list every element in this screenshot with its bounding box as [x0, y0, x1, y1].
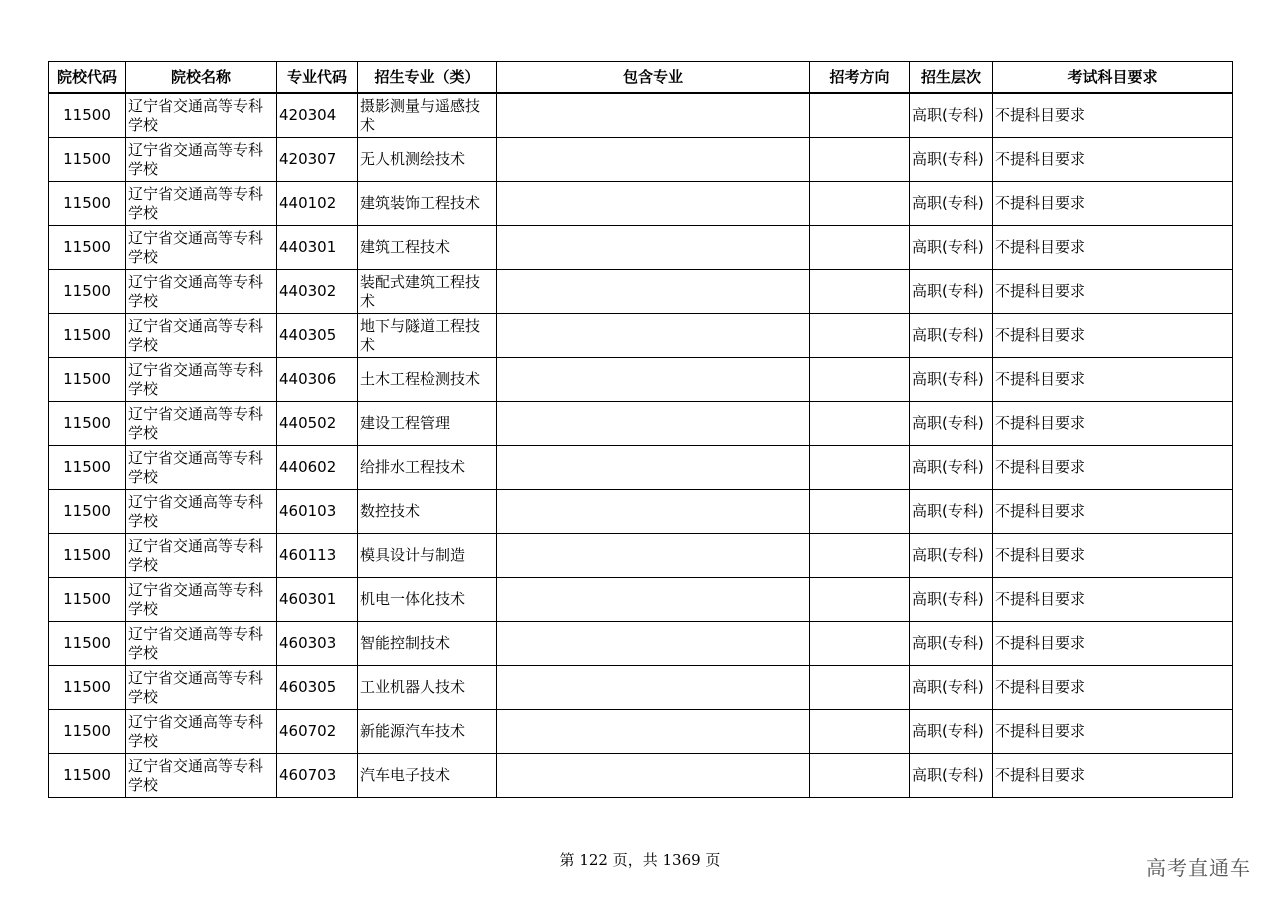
- cell-school-name: 辽宁省交通高等专科学校: [126, 622, 277, 666]
- cell-major: 汽车电子技术: [358, 754, 497, 798]
- cell-major: 土木工程检测技术: [358, 358, 497, 402]
- cell-school-code: 11500: [49, 710, 126, 754]
- table-row: [49, 710, 1233, 754]
- cell-school-name: 辽宁省交通高等专科学校: [126, 182, 277, 226]
- cell-direction: [810, 622, 910, 666]
- cell-major: 摄影测量与遥感技术: [358, 93, 497, 138]
- cell-school-code: 11500: [49, 270, 126, 314]
- cell-school-name: 辽宁省交通高等专科学校: [126, 446, 277, 490]
- cell-school-name: 辽宁省交通高等专科学校: [126, 270, 277, 314]
- cell-direction: [810, 226, 910, 270]
- cell-level: 高职(专科): [910, 578, 993, 622]
- cell-included-majors: [497, 402, 810, 446]
- header-major: 招生专业（类）: [358, 62, 497, 94]
- cell-major: 装配式建筑工程技术: [358, 270, 497, 314]
- cell-major-code: 460702: [277, 710, 358, 754]
- header-major-code: 专业代码: [277, 62, 358, 94]
- cell-requirement: 不提科目要求: [993, 314, 1233, 358]
- cell-school-code: 11500: [49, 622, 126, 666]
- header-direction: 招考方向: [810, 62, 910, 94]
- table-row: [49, 270, 1233, 314]
- table-row: [49, 534, 1233, 578]
- cell-requirement: 不提科目要求: [993, 710, 1233, 754]
- table-row: [49, 622, 1233, 666]
- cell-requirement: 不提科目要求: [993, 666, 1233, 710]
- table-row: [49, 402, 1233, 446]
- cell-school-code: 11500: [49, 578, 126, 622]
- cell-included-majors: [497, 138, 810, 182]
- cell-major-code: 460301: [277, 578, 358, 622]
- cell-included-majors: [497, 314, 810, 358]
- cell-included-majors: [497, 270, 810, 314]
- cell-direction: [810, 270, 910, 314]
- cell-school-name: 辽宁省交通高等专科学校: [126, 578, 277, 622]
- cell-level: 高职(专科): [910, 358, 993, 402]
- cell-direction: [810, 666, 910, 710]
- cell-level: 高职(专科): [910, 534, 993, 578]
- cell-school-code: 11500: [49, 93, 126, 138]
- cell-major: 建设工程管理: [358, 402, 497, 446]
- cell-direction: [810, 754, 910, 798]
- table-row: [49, 754, 1233, 798]
- cell-direction: [810, 490, 910, 534]
- cell-school-code: 11500: [49, 666, 126, 710]
- cell-included-majors: [497, 93, 810, 138]
- table-row: [49, 666, 1233, 710]
- cell-level: 高职(专科): [910, 490, 993, 534]
- cell-major-code: 420304: [277, 93, 358, 138]
- cell-direction: [810, 578, 910, 622]
- table-row: [49, 226, 1233, 270]
- cell-included-majors: [497, 446, 810, 490]
- table-row: [49, 314, 1233, 358]
- cell-included-majors: [497, 182, 810, 226]
- table-row: [49, 578, 1233, 622]
- watermark-text: 高考直通车: [1146, 856, 1251, 880]
- cell-school-name: 辽宁省交通高等专科学校: [126, 402, 277, 446]
- cell-requirement: 不提科目要求: [993, 138, 1233, 182]
- cell-major-code: 440301: [277, 226, 358, 270]
- cell-school-name: 辽宁省交通高等专科学校: [126, 534, 277, 578]
- cell-major-code: 440306: [277, 358, 358, 402]
- cell-major-code: 420307: [277, 138, 358, 182]
- cell-school-code: 11500: [49, 314, 126, 358]
- cell-school-code: 11500: [49, 138, 126, 182]
- cell-included-majors: [497, 710, 810, 754]
- cell-major: 建筑装饰工程技术: [358, 182, 497, 226]
- cell-school-name: 辽宁省交通高等专科学校: [126, 226, 277, 270]
- cell-direction: [810, 534, 910, 578]
- cell-major: 给排水工程技术: [358, 446, 497, 490]
- cell-major-code: 440102: [277, 182, 358, 226]
- cell-level: 高职(专科): [910, 666, 993, 710]
- header-school-code: 院校代码: [49, 62, 126, 94]
- cell-major-code: 440305: [277, 314, 358, 358]
- cell-included-majors: [497, 358, 810, 402]
- cell-level: 高职(专科): [910, 226, 993, 270]
- cell-requirement: 不提科目要求: [993, 226, 1233, 270]
- cell-school-code: 11500: [49, 358, 126, 402]
- cell-school-code: 11500: [49, 754, 126, 798]
- cell-level: 高职(专科): [910, 93, 993, 138]
- cell-major: 模具设计与制造: [358, 534, 497, 578]
- cell-included-majors: [497, 754, 810, 798]
- cell-included-majors: [497, 226, 810, 270]
- cell-level: 高职(专科): [910, 710, 993, 754]
- cell-school-code: 11500: [49, 182, 126, 226]
- cell-level: 高职(专科): [910, 402, 993, 446]
- cell-included-majors: [497, 666, 810, 710]
- cell-requirement: 不提科目要求: [993, 490, 1233, 534]
- cell-school-name: 辽宁省交通高等专科学校: [126, 93, 277, 138]
- cell-direction: [810, 446, 910, 490]
- cell-requirement: 不提科目要求: [993, 534, 1233, 578]
- cell-major-code: 460303: [277, 622, 358, 666]
- cell-included-majors: [497, 622, 810, 666]
- header-level: 招生层次: [910, 62, 993, 94]
- cell-included-majors: [497, 490, 810, 534]
- cell-school-name: 辽宁省交通高等专科学校: [126, 490, 277, 534]
- cell-school-name: 辽宁省交通高等专科学校: [126, 138, 277, 182]
- cell-requirement: 不提科目要求: [993, 446, 1233, 490]
- cell-major-code: 460305: [277, 666, 358, 710]
- cell-requirement: 不提科目要求: [993, 754, 1233, 798]
- cell-level: 高职(专科): [910, 138, 993, 182]
- cell-level: 高职(专科): [910, 754, 993, 798]
- cell-requirement: 不提科目要求: [993, 358, 1233, 402]
- cell-level: 高职(专科): [910, 446, 993, 490]
- table-row: [49, 93, 1233, 138]
- cell-school-name: 辽宁省交通高等专科学校: [126, 666, 277, 710]
- cell-level: 高职(专科): [910, 622, 993, 666]
- cell-requirement: 不提科目要求: [993, 270, 1233, 314]
- cell-direction: [810, 358, 910, 402]
- cell-direction: [810, 402, 910, 446]
- cell-level: 高职(专科): [910, 270, 993, 314]
- cell-level: 高职(专科): [910, 314, 993, 358]
- header-school-name: 院校名称: [126, 62, 277, 94]
- table-header-row: [49, 62, 1233, 94]
- cell-school-name: 辽宁省交通高等专科学校: [126, 754, 277, 798]
- cell-requirement: 不提科目要求: [993, 182, 1233, 226]
- cell-major: 数控技术: [358, 490, 497, 534]
- cell-major-code: 460103: [277, 490, 358, 534]
- cell-school-code: 11500: [49, 402, 126, 446]
- cell-direction: [810, 138, 910, 182]
- header-requirement: 考试科目要求: [993, 62, 1233, 94]
- table-row: [49, 182, 1233, 226]
- page-number: 第 122 页，共 1369 页: [559, 851, 721, 869]
- cell-major: 智能控制技术: [358, 622, 497, 666]
- cell-major: 建筑工程技术: [358, 226, 497, 270]
- table-row: [49, 446, 1233, 490]
- cell-requirement: 不提科目要求: [993, 402, 1233, 446]
- cell-major-code: 440302: [277, 270, 358, 314]
- cell-school-code: 11500: [49, 226, 126, 270]
- cell-level: 高职(专科): [910, 182, 993, 226]
- cell-school-code: 11500: [49, 446, 126, 490]
- cell-included-majors: [497, 578, 810, 622]
- cell-major: 机电一体化技术: [358, 578, 497, 622]
- cell-major-code: 460703: [277, 754, 358, 798]
- cell-major-code: 440602: [277, 446, 358, 490]
- cell-major: 地下与隧道工程技术: [358, 314, 497, 358]
- table-row: [49, 358, 1233, 402]
- cell-direction: [810, 314, 910, 358]
- cell-major-code: 440502: [277, 402, 358, 446]
- admission-table: [48, 61, 1233, 798]
- table-row: [49, 138, 1233, 182]
- cell-major-code: 460113: [277, 534, 358, 578]
- cell-included-majors: [497, 534, 810, 578]
- cell-school-name: 辽宁省交通高等专科学校: [126, 358, 277, 402]
- cell-direction: [810, 93, 910, 138]
- cell-requirement: 不提科目要求: [993, 622, 1233, 666]
- cell-school-code: 11500: [49, 490, 126, 534]
- table-row: [49, 490, 1233, 534]
- cell-major: 工业机器人技术: [358, 666, 497, 710]
- cell-requirement: 不提科目要求: [993, 93, 1233, 138]
- cell-major: 无人机测绘技术: [358, 138, 497, 182]
- cell-requirement: 不提科目要求: [993, 578, 1233, 622]
- header-included-majors: 包含专业: [497, 62, 810, 94]
- table-body: [49, 93, 1233, 798]
- cell-direction: [810, 182, 910, 226]
- cell-school-name: 辽宁省交通高等专科学校: [126, 710, 277, 754]
- cell-school-name: 辽宁省交通高等专科学校: [126, 314, 277, 358]
- cell-school-code: 11500: [49, 534, 126, 578]
- cell-direction: [810, 710, 910, 754]
- cell-major: 新能源汽车技术: [358, 710, 497, 754]
